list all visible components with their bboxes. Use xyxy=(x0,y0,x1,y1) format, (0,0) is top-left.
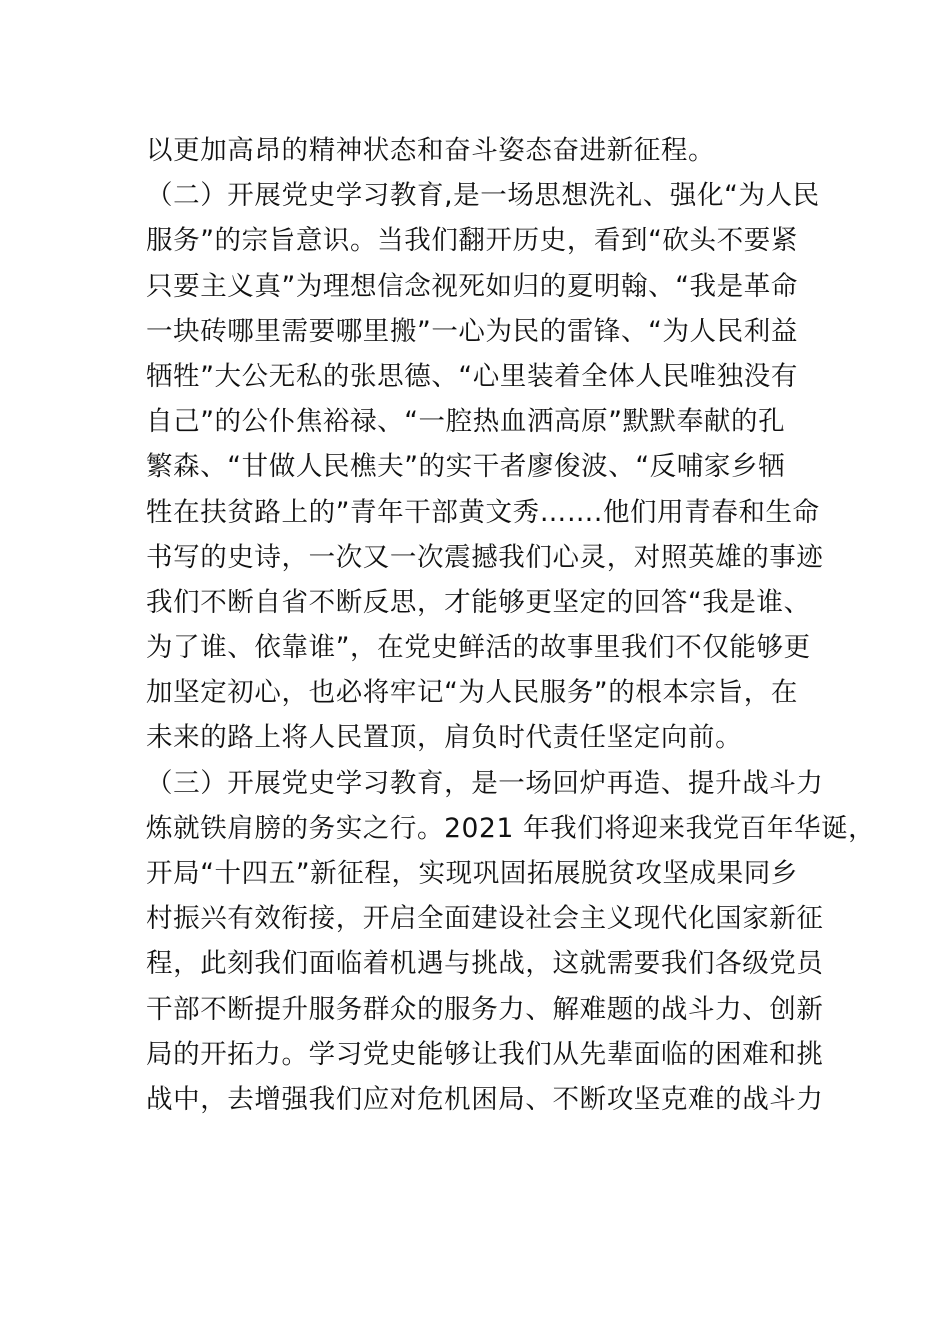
text-line: 牺牲”大公无私的张思德、“心里装着全体人民唯独没有 xyxy=(146,360,798,392)
text-line: 只要主义真”为理想信念视死如归的夏明翰、“我是革命 xyxy=(146,270,798,302)
text-line: 自己”的公仆焦裕禄、“一腔热血洒高原”默默奉献的孔 xyxy=(146,406,786,438)
body-text xyxy=(146,128,876,1122)
text-line: （三）开展党史学习教育，是一场回炉再造、提升战斗力 xyxy=(146,767,824,799)
text-line: 牲在扶贫路上的”青年干部黄文秀…….他们用青春和生命 xyxy=(146,496,820,528)
text-line: （二）开展党史学习教育,是一场思想洗礼、强化“为人民 xyxy=(146,180,820,212)
text-line: 我们不断自省不断反思，才能够更坚定的回答“我是谁、 xyxy=(146,586,811,618)
text-line: 一块砖哪里需要哪里搬”一心为民的雷锋、“为人民利益 xyxy=(146,315,798,347)
text-line: 加坚定初心，也必将牢记“为人民服务”的根本宗旨，在 xyxy=(146,677,798,709)
text-line: 书写的史诗，一次又一次震撼我们心灵，对照英雄的事迹 xyxy=(146,541,824,573)
text-line: 局的开拓力。学习党史能够让我们从先辈面临的困难和挑 xyxy=(146,1038,824,1070)
text-line: 炼就铁肩膀的务实之行。2021 年我们将迎来我党百年华诞， xyxy=(146,812,876,844)
text-line: 战中，去增强我们应对危机困局、不断攻坚克难的战斗力 xyxy=(146,1083,824,1115)
text-line: 干部不断提升服务群众的服务力、解难题的战斗力、创新 xyxy=(146,993,824,1025)
text-line: 村振兴有效衔接，开启全面建设社会主义现代化国家新征 xyxy=(146,903,824,935)
text-line: 繁森、“甘做人民樵夫”的实干者廖俊波、“反哺家乡牺 xyxy=(146,451,786,483)
text-line: 为了谁、依靠谁”，在党史鲜活的故事里我们不仅能够更 xyxy=(146,632,811,664)
text-line: 服务”的宗旨意识。当我们翻开历史，看到“砍头不要紧 xyxy=(146,225,798,257)
text-line: 未来的路上将人民置顶，肩负时代责任坚定向前。 xyxy=(146,722,743,754)
text-line: 以更加高昂的精神状态和奋斗姿态奋进新征程。 xyxy=(146,135,716,166)
text-line: 程，此刻我们面临着机遇与挑战，这就需要我们各级党员 xyxy=(146,948,824,980)
text-line: 开局“十四五”新征程，实现巩固拓展脱贫攻坚成果同乡 xyxy=(146,858,798,889)
